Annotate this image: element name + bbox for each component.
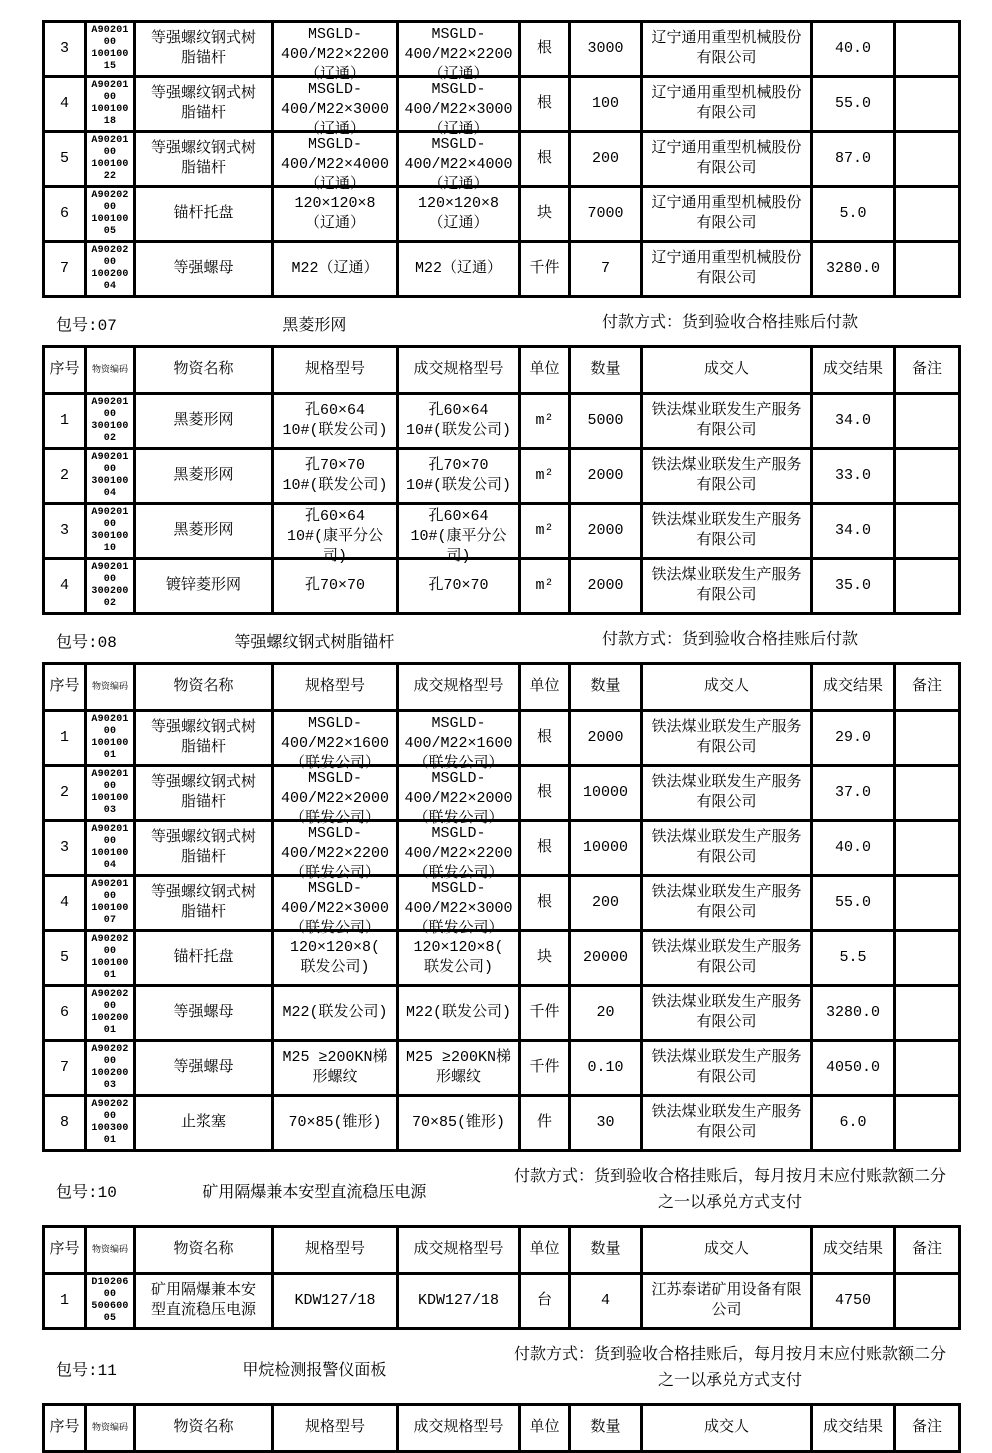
cell-winner: 辽宁通用重型机械股份 有限公司 (642, 187, 812, 242)
cell-name: 等强螺纹钢式树 脂锚杆 (135, 821, 273, 876)
cell-unit: m² (520, 449, 570, 504)
cell-seq: 3 (44, 504, 86, 559)
cell-code: A9020100 10010022 (86, 132, 135, 187)
table-row (44, 242, 960, 297)
cell-qty: 2000 (570, 449, 642, 504)
col-header-result: 成交结果 (812, 1227, 895, 1274)
cell-result: 34.0 (812, 504, 895, 559)
cell-note (895, 77, 960, 132)
cell-spec: MSGLD- 400/M22×2200 （联发公司） (273, 821, 398, 876)
cell-unit: 件 (520, 1096, 570, 1151)
col-header-seq: 序号 (44, 1227, 86, 1274)
cell-qty: 20 (570, 986, 642, 1041)
table-row (44, 711, 960, 766)
col-header-spec: 规格型号 (273, 1405, 398, 1452)
col-header-name: 物资名称 (135, 347, 273, 394)
table-row (44, 132, 960, 187)
results-table-continued (42, 20, 961, 298)
cell-spec: MSGLD- 400/M22×1600 （联发公司） (273, 711, 398, 766)
cell-winner: 江苏泰诺矿用设备有限 公司 (642, 1274, 812, 1329)
cell-qty: 200 (570, 876, 642, 931)
col-header-deal-spec: 成交规格型号 (398, 1227, 520, 1274)
table-row (44, 766, 960, 821)
table-row (44, 77, 960, 132)
cell-winner: 铁法煤业联发生产服务 有限公司 (642, 1041, 812, 1096)
cell-unit: 根 (520, 876, 570, 931)
package-section-header (42, 627, 958, 653)
cell-unit: 根 (520, 711, 570, 766)
table-row (44, 821, 960, 876)
package-section-left (42, 312, 512, 335)
package-section-header (42, 1164, 958, 1216)
table-header-row (44, 664, 960, 711)
cell-name: 等强螺母 (135, 242, 273, 297)
cell-result: 55.0 (812, 876, 895, 931)
cell-result: 35.0 (812, 559, 895, 614)
col-header-code: 物资编码 (86, 347, 135, 394)
cell-deal-spec: MSGLD- 400/M22×3000 （联发公司） (398, 876, 520, 931)
col-header-code: 物资编码 (86, 1405, 135, 1452)
cell-note (895, 1041, 960, 1096)
cell-seq: 1 (44, 394, 86, 449)
package-section-header (42, 1342, 958, 1394)
cell-spec: 孔70×70 10#(联发公司) (273, 449, 398, 504)
table-row (44, 449, 960, 504)
results-table-pkg07 (42, 345, 961, 615)
cell-winner: 铁法煤业联发生产服务 有限公司 (642, 931, 812, 986)
cell-name: 矿用隔爆兼本安 型直流稳压电源 (135, 1274, 273, 1329)
cell-deal-spec: M22（辽通） (398, 242, 520, 297)
col-header-winner: 成交人 (642, 1227, 812, 1274)
cell-note (895, 504, 960, 559)
cell-winner: 辽宁通用重型机械股份 有限公司 (642, 132, 812, 187)
cell-unit: 根 (520, 77, 570, 132)
cell-note (895, 1096, 960, 1151)
cell-result: 4750 (812, 1274, 895, 1329)
cell-deal-spec: 孔70×70 10#(联发公司) (398, 449, 520, 504)
col-header-spec: 规格型号 (273, 347, 398, 394)
cell-unit: m² (520, 504, 570, 559)
cell-name: 黑菱形网 (135, 394, 273, 449)
package-item-name: 黑菱形网 (282, 316, 347, 335)
cell-result: 6.0 (812, 1096, 895, 1151)
package-label: 包号:07 (56, 316, 117, 335)
col-header-winner: 成交人 (642, 1405, 812, 1452)
col-header-deal-spec: 成交规格型号 (398, 347, 520, 394)
cell-qty: 2000 (570, 559, 642, 614)
col-header-code: 物资编码 (86, 1227, 135, 1274)
cell-seq: 4 (44, 77, 86, 132)
cell-spec: M22（辽通） (273, 242, 398, 297)
cell-unit: m² (520, 559, 570, 614)
cell-name: 锚杆托盘 (135, 931, 273, 986)
cell-seq: 3 (44, 22, 86, 77)
cell-result: 34.0 (812, 394, 895, 449)
cell-deal-spec: MSGLD- 400/M22×2200 （辽通） (398, 22, 520, 77)
package-label: 包号:10 (56, 1183, 117, 1202)
cell-note (895, 394, 960, 449)
cell-result: 87.0 (812, 132, 895, 187)
cell-name: 等强螺纹钢式树 脂锚杆 (135, 77, 273, 132)
cell-note (895, 559, 960, 614)
cell-result: 29.0 (812, 711, 895, 766)
cell-qty: 200 (570, 132, 642, 187)
cell-unit: 根 (520, 821, 570, 876)
cell-note (895, 766, 960, 821)
cell-seq: 2 (44, 449, 86, 504)
cell-code: A9020100 10010001 (86, 711, 135, 766)
cell-note (895, 986, 960, 1041)
cell-code: A9020100 30010010 (86, 504, 135, 559)
col-header-seq: 序号 (44, 347, 86, 394)
cell-spec: MSGLD- 400/M22×2000 （联发公司） (273, 766, 398, 821)
cell-qty: 7000 (570, 187, 642, 242)
cell-unit: 千件 (520, 1041, 570, 1096)
package-section-left (42, 629, 512, 652)
payment-method: 付款方式：货到验收合格挂账后付款 (601, 314, 858, 332)
cell-spec: 120×120×8( 联发公司) (273, 931, 398, 986)
cell-winner: 铁法煤业联发生产服务 有限公司 (642, 876, 812, 931)
cell-code: A9020100 30010002 (86, 394, 135, 449)
cell-deal-spec: MSGLD- 400/M22×2000 （联发公司） (398, 766, 520, 821)
package-label: 包号:08 (56, 633, 117, 652)
col-header-spec: 规格型号 (273, 664, 398, 711)
cell-name: 黑菱形网 (135, 504, 273, 559)
col-header-unit: 单位 (520, 347, 570, 394)
payment-method: 付款方式：货到验收合格挂账后，每月按月末应付账款额二分之一以承兑方式支付 (513, 1168, 946, 1212)
cell-winner: 辽宁通用重型机械股份 有限公司 (642, 242, 812, 297)
cell-winner: 铁法煤业联发生产服务 有限公司 (642, 559, 812, 614)
table-row (44, 1274, 960, 1329)
cell-code: A9020100 10010007 (86, 876, 135, 931)
cell-qty: 4 (570, 1274, 642, 1329)
cell-name: 等强螺母 (135, 1041, 273, 1096)
cell-note (895, 876, 960, 931)
payment-method: 付款方式：货到验收合格挂账后，每月按月末应付账款额二分之一以承兑方式支付 (513, 1346, 946, 1390)
cell-result: 5.5 (812, 931, 895, 986)
cell-spec: 孔60×64 10#(康平分公 司) (273, 504, 398, 559)
results-table-pkg11 (42, 1403, 961, 1453)
cell-qty: 2000 (570, 711, 642, 766)
table-row (44, 1041, 960, 1096)
cell-result: 3280.0 (812, 986, 895, 1041)
package-item-name: 矿用隔爆兼本安型直流稳压电源 (202, 1183, 427, 1202)
cell-deal-spec: KDW127/18 (398, 1274, 520, 1329)
cell-deal-spec: MSGLD- 400/M22×4000 （辽通） (398, 132, 520, 187)
cell-qty: 3000 (570, 22, 642, 77)
table-row (44, 876, 960, 931)
col-header-name: 物资名称 (135, 664, 273, 711)
cell-code: A9020200 10010005 (86, 187, 135, 242)
cell-qty: 0.10 (570, 1041, 642, 1096)
cell-unit: 块 (520, 187, 570, 242)
col-header-winner: 成交人 (642, 664, 812, 711)
cell-spec: 孔70×70 (273, 559, 398, 614)
cell-code: A9020100 10010004 (86, 821, 135, 876)
cell-code: D1020600 50060005 (86, 1274, 135, 1329)
col-header-note: 备注 (895, 664, 960, 711)
col-header-qty: 数量 (570, 664, 642, 711)
cell-spec: M25 ≥200KN梯 形螺纹 (273, 1041, 398, 1096)
col-header-name: 物资名称 (135, 1227, 273, 1274)
cell-spec: MSGLD- 400/M22×3000 （辽通） (273, 77, 398, 132)
col-header-seq: 序号 (44, 664, 86, 711)
col-header-name: 物资名称 (135, 1405, 273, 1452)
cell-unit: 台 (520, 1274, 570, 1329)
col-header-result: 成交结果 (812, 347, 895, 394)
cell-deal-spec: 孔60×64 10#(康平分公 司) (398, 504, 520, 559)
cell-winner: 辽宁通用重型机械股份 有限公司 (642, 22, 812, 77)
cell-name: 锚杆托盘 (135, 187, 273, 242)
cell-seq: 8 (44, 1096, 86, 1151)
table-header-row (44, 1227, 960, 1274)
cell-result: 37.0 (812, 766, 895, 821)
package-section-header (42, 310, 958, 336)
cell-winner: 铁法煤业联发生产服务 有限公司 (642, 449, 812, 504)
col-header-qty: 数量 (570, 1227, 642, 1274)
cell-name: 等强螺纹钢式树 脂锚杆 (135, 132, 273, 187)
cell-result: 33.0 (812, 449, 895, 504)
cell-code: A9020100 30010004 (86, 449, 135, 504)
cell-result: 40.0 (812, 22, 895, 77)
cell-seq: 2 (44, 766, 86, 821)
cell-unit: 根 (520, 22, 570, 77)
cell-code: A9020200 10010001 (86, 931, 135, 986)
payment-method: 付款方式：货到验收合格挂账后付款 (601, 631, 858, 649)
cell-unit: 千件 (520, 242, 570, 297)
cell-note (895, 242, 960, 297)
cell-deal-spec: 孔70×70 (398, 559, 520, 614)
col-header-deal-spec: 成交规格型号 (398, 664, 520, 711)
cell-seq: 5 (44, 132, 86, 187)
table-row (44, 22, 960, 77)
cell-winner: 铁法煤业联发生产服务 有限公司 (642, 711, 812, 766)
col-header-qty: 数量 (570, 1405, 642, 1452)
cell-qty: 5000 (570, 394, 642, 449)
cell-seq: 4 (44, 876, 86, 931)
package-label: 包号:11 (56, 1361, 117, 1380)
results-table-pkg08 (42, 662, 961, 1152)
cell-qty: 20000 (570, 931, 642, 986)
cell-code: A9020200 10020003 (86, 1041, 135, 1096)
col-header-unit: 单位 (520, 1227, 570, 1274)
col-header-winner: 成交人 (642, 347, 812, 394)
cell-qty: 10000 (570, 766, 642, 821)
cell-name: 等强螺纹钢式树 脂锚杆 (135, 876, 273, 931)
col-header-spec: 规格型号 (273, 1227, 398, 1274)
col-header-result: 成交结果 (812, 664, 895, 711)
cell-name: 等强螺纹钢式树 脂锚杆 (135, 711, 273, 766)
cell-spec: 孔60×64 10#(联发公司) (273, 394, 398, 449)
col-header-deal-spec: 成交规格型号 (398, 1405, 520, 1452)
cell-code: A9020100 10010015 (86, 22, 135, 77)
cell-winner: 铁法煤业联发生产服务 有限公司 (642, 504, 812, 559)
cell-qty: 100 (570, 77, 642, 132)
cell-name: 等强螺纹钢式树 脂锚杆 (135, 766, 273, 821)
cell-winner: 铁法煤业联发生产服务 有限公司 (642, 766, 812, 821)
cell-unit: 块 (520, 931, 570, 986)
table-header-row (44, 347, 960, 394)
col-header-note: 备注 (895, 1227, 960, 1274)
col-header-qty: 数量 (570, 347, 642, 394)
cell-result: 40.0 (812, 821, 895, 876)
table-row (44, 986, 960, 1041)
cell-result: 3280.0 (812, 242, 895, 297)
package-item-name: 等强螺纹钢式树脂锚杆 (234, 633, 395, 652)
cell-result: 5.0 (812, 187, 895, 242)
cell-qty: 2000 (570, 504, 642, 559)
cell-deal-spec: 孔60×64 10#(联发公司) (398, 394, 520, 449)
cell-name: 黑菱形网 (135, 449, 273, 504)
cell-winner: 铁法煤业联发生产服务 有限公司 (642, 394, 812, 449)
package-section-left (42, 1357, 512, 1380)
cell-name: 镀锌菱形网 (135, 559, 273, 614)
cell-deal-spec: MSGLD- 400/M22×2200 （联发公司） (398, 821, 520, 876)
results-table-pkg10 (42, 1225, 961, 1330)
cell-spec: M22(联发公司) (273, 986, 398, 1041)
table-header-row (44, 1405, 960, 1452)
cell-result: 4050.0 (812, 1041, 895, 1096)
cell-seq: 4 (44, 559, 86, 614)
cell-seq: 3 (44, 821, 86, 876)
table-row (44, 504, 960, 559)
col-header-code: 物资编码 (86, 664, 135, 711)
cell-unit: 根 (520, 132, 570, 187)
cell-note (895, 449, 960, 504)
cell-code: A9020200 10020004 (86, 242, 135, 297)
cell-seq: 6 (44, 986, 86, 1041)
table-row (44, 394, 960, 449)
cell-seq: 1 (44, 1274, 86, 1329)
package-section-left (42, 1179, 512, 1202)
cell-deal-spec: 120×120×8 （辽通） (398, 187, 520, 242)
cell-winner: 铁法煤业联发生产服务 有限公司 (642, 986, 812, 1041)
cell-name: 等强螺纹钢式树 脂锚杆 (135, 22, 273, 77)
cell-deal-spec: MSGLD- 400/M22×1600 （联发公司） (398, 711, 520, 766)
cell-code: A9020100 30020002 (86, 559, 135, 614)
cell-spec: MSGLD- 400/M22×4000 （辽通） (273, 132, 398, 187)
col-header-unit: 单位 (520, 664, 570, 711)
cell-note (895, 187, 960, 242)
cell-qty: 10000 (570, 821, 642, 876)
cell-seq: 7 (44, 242, 86, 297)
cell-spec: 70×85(锥形) (273, 1096, 398, 1151)
cell-code: A9020100 10010018 (86, 77, 135, 132)
cell-winner: 辽宁通用重型机械股份 有限公司 (642, 77, 812, 132)
cell-qty: 30 (570, 1096, 642, 1151)
cell-qty: 7 (570, 242, 642, 297)
cell-spec: MSGLD- 400/M22×2200 （辽通） (273, 22, 398, 77)
table-row (44, 1096, 960, 1151)
col-header-note: 备注 (895, 347, 960, 394)
cell-result: 55.0 (812, 77, 895, 132)
cell-deal-spec: MSGLD- 400/M22×3000 （辽通） (398, 77, 520, 132)
cell-deal-spec: 70×85(锥形) (398, 1096, 520, 1151)
cell-winner: 铁法煤业联发生产服务 有限公司 (642, 1096, 812, 1151)
cell-seq: 1 (44, 711, 86, 766)
cell-note (895, 132, 960, 187)
cell-seq: 5 (44, 931, 86, 986)
cell-deal-spec: 120×120×8( 联发公司) (398, 931, 520, 986)
cell-seq: 6 (44, 187, 86, 242)
cell-unit: 根 (520, 766, 570, 821)
cell-winner: 铁法煤业联发生产服务 有限公司 (642, 821, 812, 876)
cell-unit: m² (520, 394, 570, 449)
cell-spec: 120×120×8 （辽通） (273, 187, 398, 242)
cell-name: 等强螺母 (135, 986, 273, 1041)
cell-deal-spec: M22(联发公司) (398, 986, 520, 1041)
cell-code: A9020200 10020001 (86, 986, 135, 1041)
cell-deal-spec: M25 ≥200KN梯 形螺纹 (398, 1041, 520, 1096)
cell-code: A9020200 10030001 (86, 1096, 135, 1151)
col-header-result: 成交结果 (812, 1405, 895, 1452)
col-header-seq: 序号 (44, 1405, 86, 1452)
cell-code: A9020100 10010003 (86, 766, 135, 821)
cell-unit: 千件 (520, 986, 570, 1041)
package-item-name: 甲烷检测报警仪面板 (242, 1361, 387, 1380)
cell-note (895, 931, 960, 986)
col-header-note: 备注 (895, 1405, 960, 1452)
cell-note (895, 22, 960, 77)
cell-note (895, 821, 960, 876)
cell-spec: MSGLD- 400/M22×3000 （联发公司） (273, 876, 398, 931)
cell-spec: KDW127/18 (273, 1274, 398, 1329)
cell-note (895, 1274, 960, 1329)
cell-name: 止浆塞 (135, 1096, 273, 1151)
table-row (44, 931, 960, 986)
cell-seq: 7 (44, 1041, 86, 1096)
cell-note (895, 711, 960, 766)
table-row (44, 187, 960, 242)
col-header-unit: 单位 (520, 1405, 570, 1452)
